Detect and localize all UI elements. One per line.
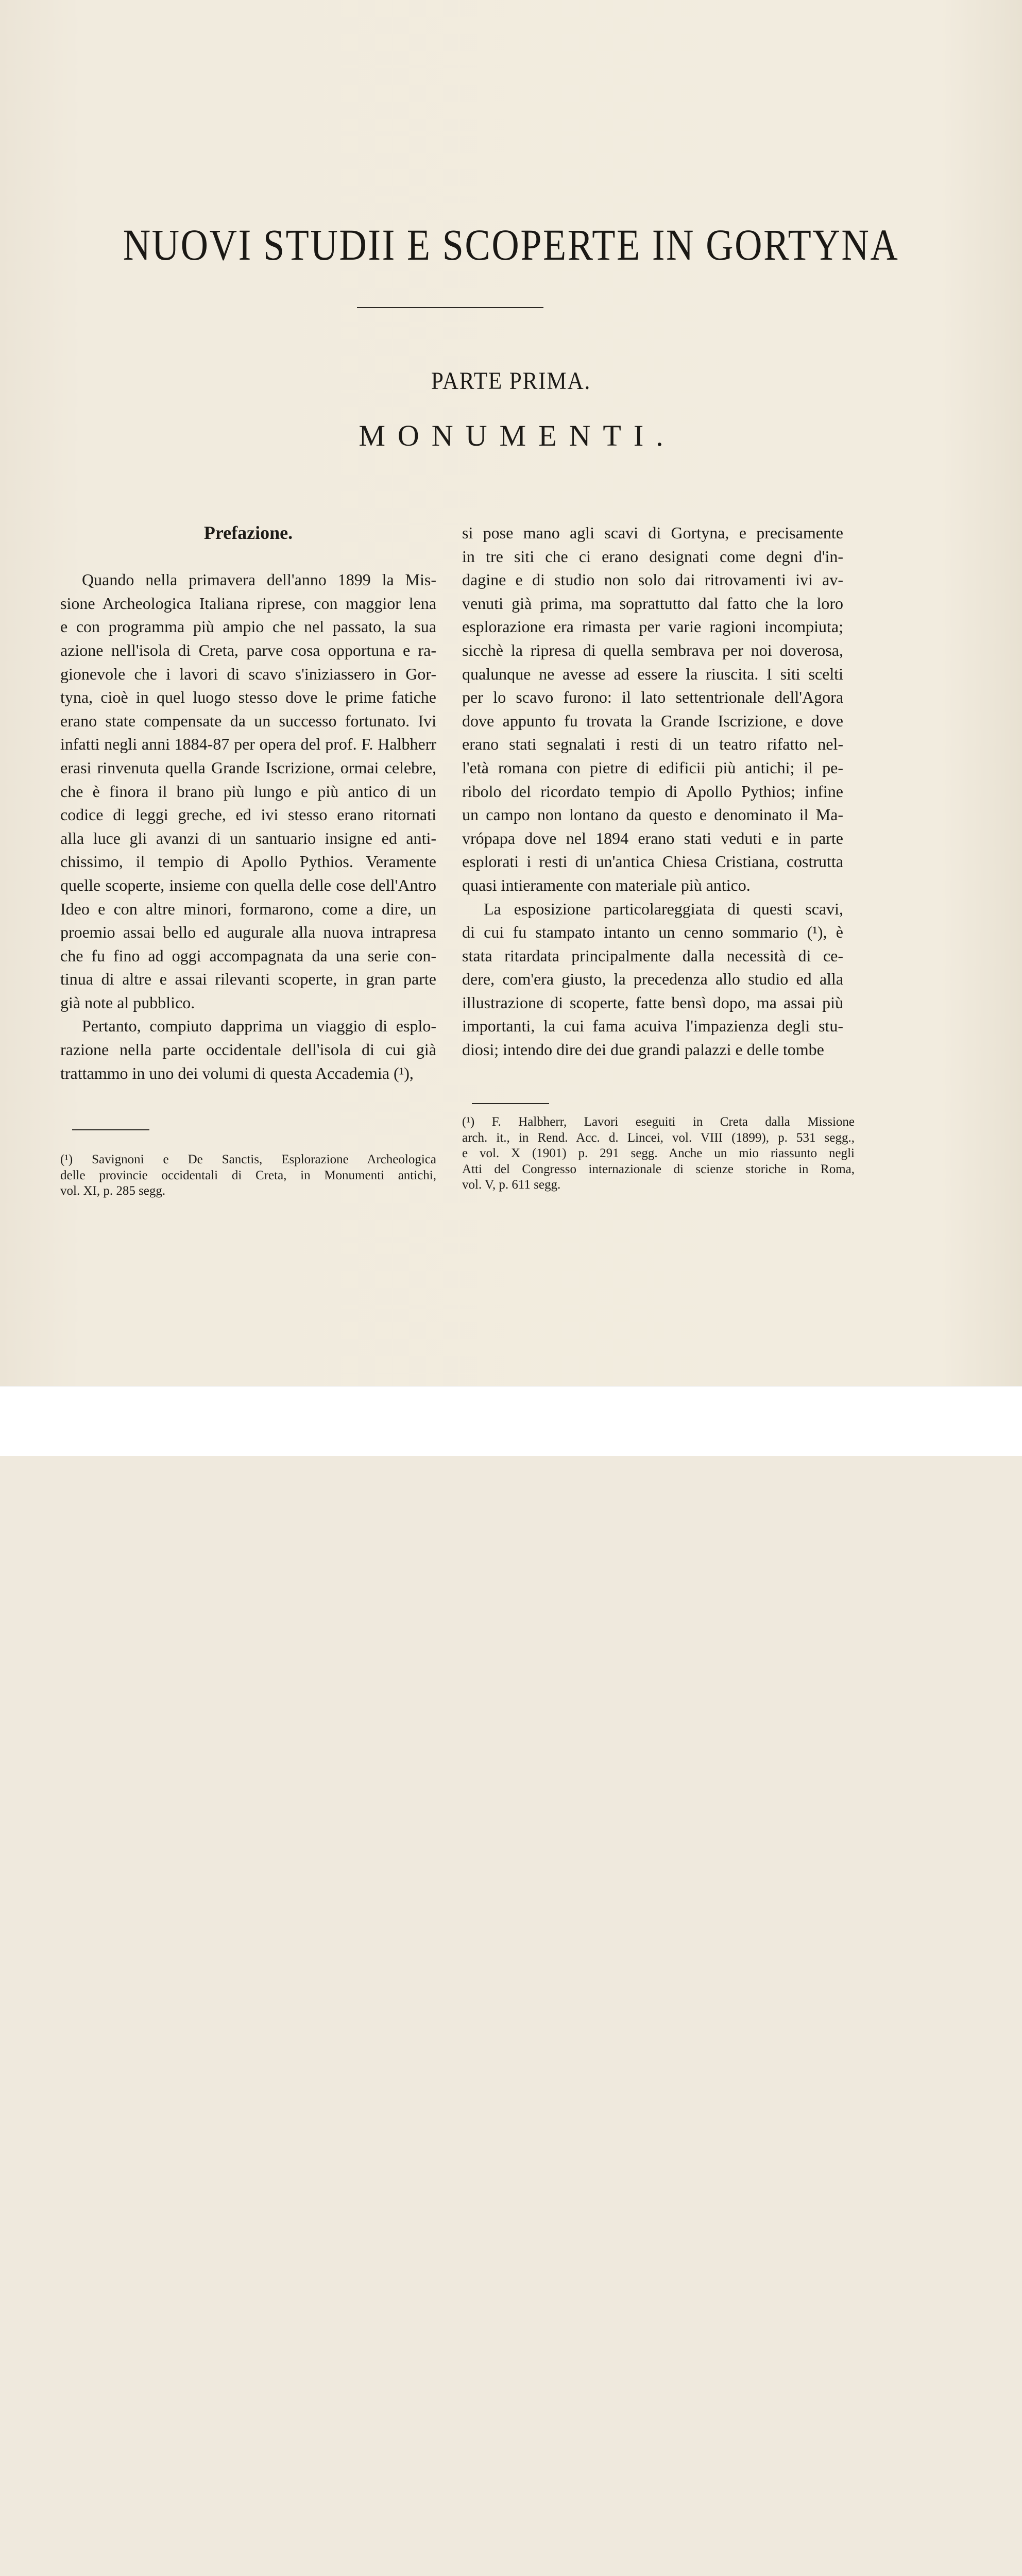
text-line: venuti già prima, ma soprattutto dal fatto che la loro [462,594,843,613]
text-line: vol. V, p. 611 segg. [462,1178,561,1192]
text-line: dagine e di studio non solo dai ritrovamenti ivi av- [462,570,843,589]
page-title: NUOVI STUDII E SCOPERTE IN GORTYNA [123,220,899,269]
text-line: tinua di altre e assai rilevanti scoperte, in gran parte [60,970,436,989]
text-line: esplorati i resti di un'antica Chiesa Cristiana, costrutta [462,852,843,871]
text-line: Ideo e con altre minori, formarono, come a dire, un [60,899,436,918]
text-line: diosi; intendo dire dei due grandi palazzi e delle tombe [462,1040,824,1059]
text-line: Atti del Congresso internazionale di scienze storiche in Roma, [462,1162,855,1176]
text-line: (¹) F. Halbherr, Lavori eseguiti in Creta dalla Missione [462,1115,855,1129]
text-line: stata ritardata principalmente dalla necessità di ce- [462,946,843,965]
text-line: quasi intieramente con materiale più antico. [462,875,751,894]
text-line: erasi rinvenuta quella Grande Iscrizione, ormai celebre, [60,758,436,777]
text-line: che è finora il brano più lungo e più antico di un [60,782,436,801]
text-line: alla luce gli avanzi di un santuario insigne ed anti- [60,828,436,848]
footer-bar [0,1386,1022,1456]
text-line: e con programma più ampio che nel passato, la sua [60,617,436,636]
text-line: vol. XI, p. 285 segg. [60,1184,166,1198]
text-line: tyna, cioè in quel luogo stesso dove le prime fatiche [60,688,436,707]
text-line: sione Archeologica Italiana riprese, con maggior lena [60,594,436,613]
text-line: si pose mano agli scavi di Gortyna, e precisamente [462,523,843,542]
text-line: Pertanto, compiuto dapprima un viaggio di esplo- [82,1016,436,1036]
text-line: quelle scoperte, insieme con quella delle cose dell'Antro [60,875,436,894]
left-footnote [60,1152,436,1199]
text-line: l'età romana con pietre di edificii più antichi; il pe- [462,758,843,777]
left-column-text [60,568,436,1085]
text-line: (¹) Savignoni e De Sanctis, Esplorazione Archeologica [60,1153,436,1166]
text-line: esplorazione era rimasta per varie ragioni incompiuta; [462,617,843,636]
text-line: delle provincie occidentali di Creta, in Monumenti antichi, [60,1168,436,1182]
preface-heading: Prefazione. [203,522,293,543]
text-line: un campo non lontano da questo e denominato il Ma- [462,805,843,824]
text-line: infatti negli anni 1884-87 per opera del prof. F. Halbherr [60,735,436,754]
text-line: chissimo, il tempio di Apollo Pythios. Veramente [60,852,436,871]
text-line: qualunque ne avesse ad essere la riuscita. I siti scelti [462,664,843,683]
text-line: dere, com'era giusto, la precedenza allo studio ed alla [462,970,843,989]
text-line: illustrazione di scoperte, fatte bensì dopo, ma assai più [462,993,843,1012]
text-line: e vol. X (1901) p. 291 segg. Anche un mio riassunto negli [462,1146,855,1160]
text-line: gionevole che i lavori di scavo s'iniziassero in Gor- [60,664,436,683]
text-line: La esposizione particolareggiata di questi scavi, [484,899,843,918]
text-line: trattammo in uno dei volumi di questa Accademia (¹), [60,1063,414,1082]
text-line: per lo scavo furono: il lato settentrionale dell'Agora [462,688,843,707]
right-footnote [462,1114,855,1193]
text-line: sicchè la ripresa di quella sembrava per noi doverosa, [462,640,843,659]
section-heading: MONUMENTI. [359,419,676,452]
right-column [462,521,843,1062]
right-column-text [462,521,843,1062]
text-line: proemio assai bello ed augurale alla nuova intrapresa [60,923,436,942]
title-rule [357,307,543,308]
text-line: vrópapa dove nel 1894 erano stati veduti e in parte [462,828,843,848]
text-line: che fu fino ad oggi accompagnata da una serie con- [60,946,436,965]
text-line: erano stati segnalati i resti di un teatro rifatto nel- [462,735,843,754]
text-line: erano state compensate da un successo fortunato. Ivi [60,711,436,730]
text-line: in tre siti che ci erano designati come degni d'in- [462,547,843,566]
left-footnote-rule [72,1129,149,1130]
right-footnote-rule [472,1103,549,1104]
text-line: di cui fu stampato intanto un cenno sommario (¹), è [462,923,843,942]
part-heading: PARTE PRIMA. [431,367,591,395]
text-line: Quando nella primavera dell'anno 1899 la Mis- [82,570,436,589]
text-line: azione nell'isola di Creta, parve cosa opportuna e ra- [60,640,436,659]
text-line: arch. it., in Rend. Acc. d. Lincei, vol. VIII (1899), p. 531 segg., [462,1130,855,1145]
text-line: dove appunto fu trovata la Grande Iscrizione, e dove [462,711,843,730]
text-line: codice di leggi greche, ed ivi stesso erano ritornati [60,805,436,824]
text-line: ribolo del ricordato tempio di Apollo Pythios; infine [462,782,843,801]
text-line: razione nella parte occidentale dell'isola di cui già [60,1040,436,1059]
text-line: già note al pubblico. [60,993,195,1012]
text-line: importanti, la cui fama acuiva l'impazienza degli stu- [462,1016,843,1036]
left-column [60,521,436,1085]
